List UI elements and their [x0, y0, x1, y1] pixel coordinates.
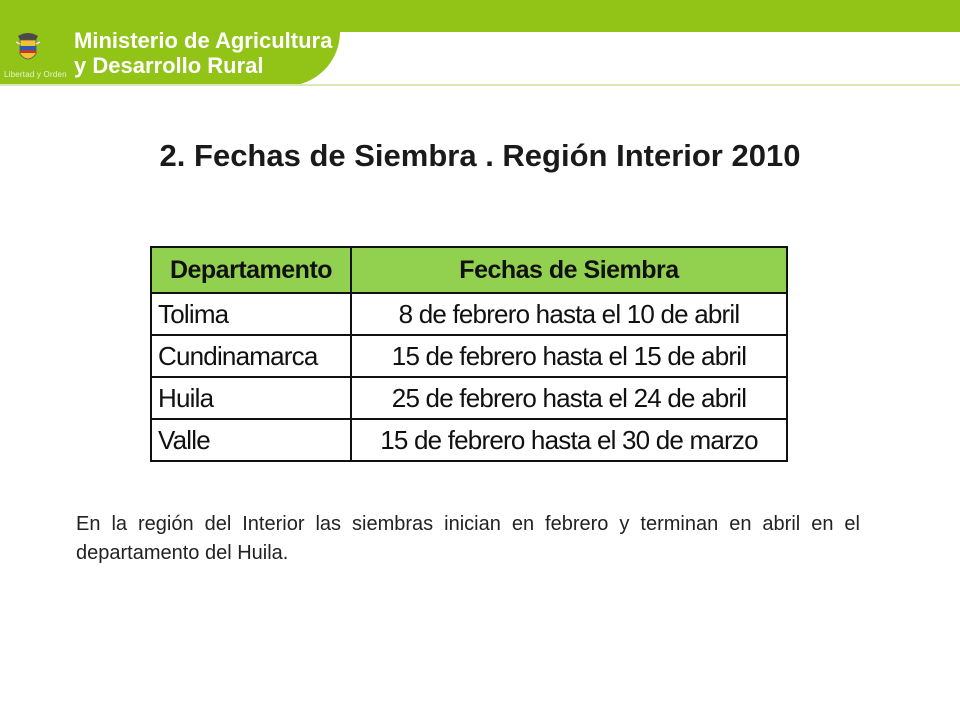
department-cell: Tolima	[151, 293, 351, 335]
page-title: 2. Fechas de Siembra . Región Interior 2010	[159, 138, 801, 173]
department-cell: Huila	[151, 377, 351, 419]
org-line-1: Ministerio de Agricultura	[74, 28, 333, 53]
table-row	[151, 377, 787, 419]
dates-cell: 8 de febrero hasta el 10 de abril	[351, 293, 787, 335]
dates-cell: 15 de febrero hasta el 15 de abril	[351, 335, 787, 377]
organization-name	[74, 28, 332, 78]
coat-of-arms-icon	[14, 30, 42, 66]
summary-paragraph: En la región del Interior las siembras inician en febrero y terminan en abril en el departamento del Huila.	[76, 513, 860, 564]
table-row	[151, 335, 787, 377]
dates-cell: 25 de febrero hasta el 24 de abril	[351, 377, 787, 419]
column-header-departamento: Departamento	[151, 247, 351, 293]
table-row	[151, 419, 787, 461]
column-header-fechas: Fechas de Siembra	[351, 247, 787, 293]
header-divider	[0, 84, 960, 86]
table-row	[151, 293, 787, 335]
dates-cell: 15 de febrero hasta el 30 de marzo	[351, 419, 787, 461]
sowing-dates-table	[150, 246, 788, 462]
department-cell: Cundinamarca	[151, 335, 351, 377]
department-cell: Valle	[151, 419, 351, 461]
logo-caption: Libertad y Orden	[4, 70, 67, 79]
table-header-row	[151, 247, 787, 293]
org-line-2: y Desarrollo Rural	[74, 53, 264, 78]
